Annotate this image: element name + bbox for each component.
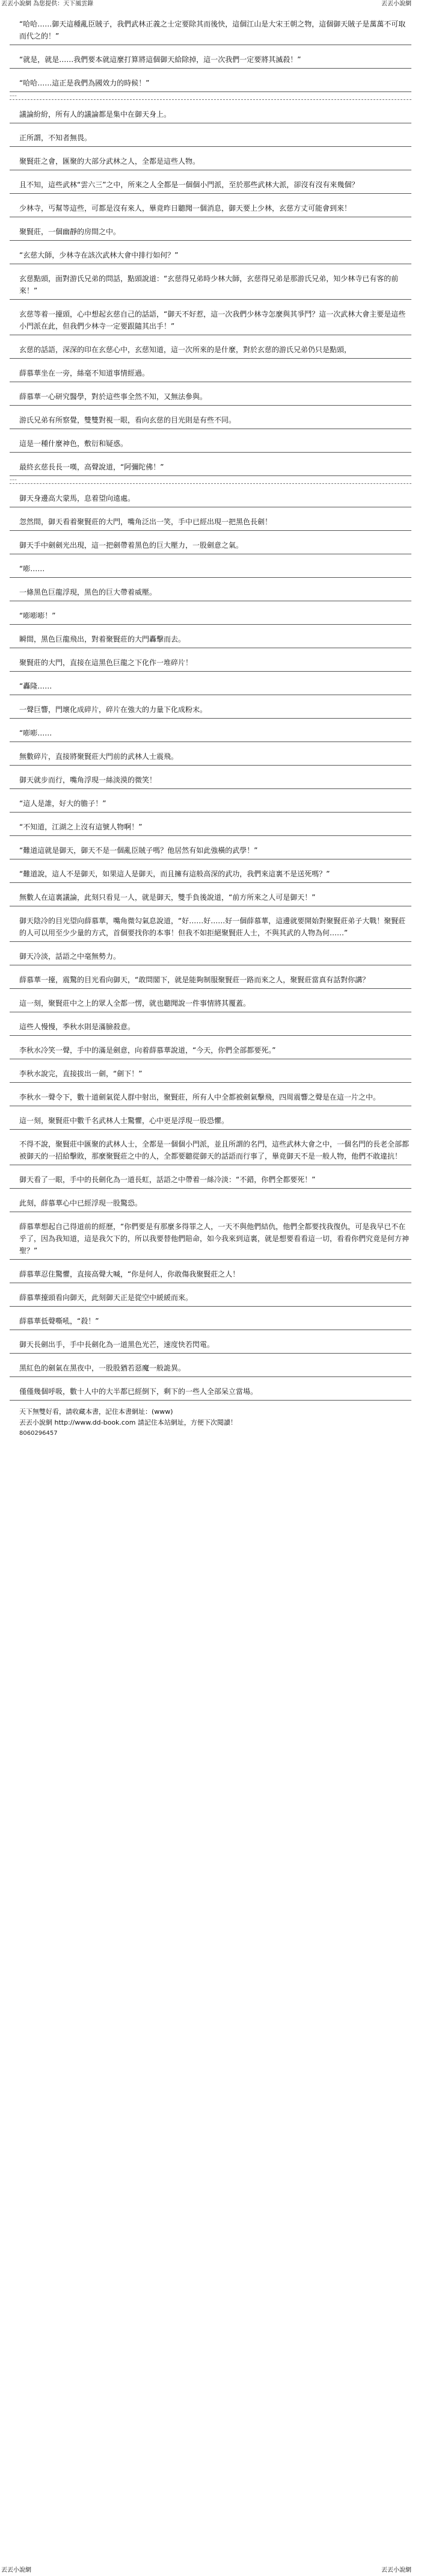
paragraph: 御天身邊高大蒙馬，息着望向遠處。	[10, 484, 411, 507]
paragraph: “嘭嘭……	[10, 719, 411, 742]
promo-line: 天下無雙好看，請收藏本書，記住本書網址：(www)	[19, 1408, 173, 1416]
paragraph: 薛慕華擡頭看向御天，此刻御天正是從空中緩緩而來。	[10, 1283, 411, 1307]
paragraph: 御天冷淡，話語之中毫無勢力。	[10, 942, 411, 965]
paragraph: “哈哈……御天這種亂臣賊子，我們武林正義之士定要除其而後快，這個江山是大宋王朝之物，這個御天賊子是萬萬不可取而代之的！”	[10, 10, 411, 45]
paragraph: 李秋水一聲令下，數十道劍氣從人群中射出，聚賢莊，所有人中全都被劍氣擊飛，四周震響之聲是在這一片之中。	[10, 1083, 411, 1106]
paragraph: 無數人在這裏議論，此刻只看見一人，就是御天，雙手負後說道，“前方所來之人可是御天！”	[10, 883, 411, 906]
paragraph: 黑紅色的劍氣在黑夜中，一股股猶若惡魔一般詭異。	[10, 1354, 411, 1377]
paragraph: 李秋水說完，直接拔出一劍，“劍下！”	[10, 1059, 411, 1083]
page-header	[0, 0, 421, 8]
chapter-tail	[10, 1401, 411, 1441]
paragraph: 這是一種什麼神色，敷衍和疑惑。	[10, 429, 411, 453]
paragraph: “嘭嘭嘭！”	[10, 601, 411, 625]
paragraph: 瞬間，黑色巨龍飛出，對着聚賢莊的大門轟擊而去。	[10, 625, 411, 648]
paragraph: 此刻，薛慕華心中已經浮現一股驚恐。	[10, 1189, 411, 1212]
footer-left-text: 丟丟小說網	[1, 2567, 31, 2574]
paragraph: 一聲巨響，門壞化成碎片，碎片在強大的力量下化成粉末。	[10, 695, 411, 719]
paragraph: 不得不說，聚賢莊中匯聚的武林人士，全都是一個個小門派，並且所謂的名門，這些武林大會之中，一個名門的長老全部都被御天的一招給擊敗，那麼聚賢莊之中的人，全都要聽從御天的話語而行事了，畢竟御天不是一般人物，他們不敢違抗！	[10, 1130, 411, 1165]
section-break: ---	[10, 92, 411, 100]
paragraph: 薛慕華坐在一旁，絲毫不知道事情經過。	[10, 359, 411, 382]
paragraph: “就是，就是……我們要本就這麼打算將這個御天給除掉，這一次我們一定要將其滅殺！”	[10, 45, 411, 69]
paragraph: 玄慈點頭，面對游氏兄弟的問話，點頭說道：“玄慈得兄弟時少林大師，玄慈得兄弟是那游氏兄弟，知少林寺已有客的前來！”	[10, 264, 411, 300]
paragraph: “嘭……	[10, 554, 411, 578]
paragraph: 忽然間，御天看着聚賢莊的大門，嘴角泛出一笑，手中已經出現一把黑色長劍！	[10, 507, 411, 531]
paragraph: 這一刻，聚賢莊中之上的眾人全都一愣，就也聽聞說一件事情將其覆蓋。	[10, 989, 411, 1012]
paragraph: 御天就步而行，嘴角浮現一絲淡漠的微笑！	[10, 766, 411, 789]
paragraph: 玄慈等着一擡頭，心中想起玄慈自己的話語，“御天不好惹，這一次我們少林寺怎麼與其爭鬥？這一次武林大會主要是這些小門派在此，但我們少林寺一定要跟隨其出手！”	[10, 300, 411, 335]
header-right-text: 丟丟小說網	[381, 1, 411, 7]
paragraph: 薛慕華一擡，震驚的目光看向御天，“敢問閣下，就是能夠制服聚賢莊一路而來之人，聚賢莊當真有話對你講？	[10, 965, 411, 989]
paragraph: “不知道，江湖之上沒有這號人物啊！”	[10, 813, 411, 836]
paragraph: “哈哈……這正是我們為國效力的時候！”	[10, 69, 411, 92]
paragraph: 薛慕華想起自己得道前的經歷，“你們要是有那麼多得罪之人，一天不與他們結仇，他們全都要找我復仇，可是我早已不在乎了，因為我知道，這是我欠下的，所以我要替他們賠命，如今我來到這裏，就是想要看看這一切，看看你們究竟是何方神聖？”	[10, 1212, 411, 1260]
paragraph: 薛慕華一心研究醫學，對於這些事全然不知，又無法參與。	[10, 382, 411, 406]
paragraph: 御天陰冷的目光望向薛慕華，嘴角微勾氣息說道，“好……好……好一個薛慕華，這邊就要開始對聚賢莊弟子大戰！聚賢莊的人可以用至少少量的方式，首個要找你的本事！但我不如拒絕聚賢莊人士，不與其武的人物為何……”	[10, 906, 411, 942]
paragraph: 議論紛紛，所有人的議論都是集中在御天身上。	[10, 100, 411, 123]
paragraph: 御天手中劍劍光出現，這一把劍帶着黑色的巨大壓力，一股劍意之氣。	[10, 531, 411, 554]
paragraph: 玄慈的話語，深深的印在玄慈心中，玄慈知道，這一次所來的是什麼，對於玄慈的游氏兄弟仍只是點頭，	[10, 335, 411, 359]
section-break: ---	[10, 476, 411, 484]
paragraph: “難道這就是御天，御天不是一個亂臣賊子嗎？他居然有如此強橫的武學！”	[10, 836, 411, 859]
paragraph: 且不知，這些武林“雲六三”之中，所來之人全都是一個個小門派，至於那些武林大派，卻沒有沒有來幾個？	[10, 170, 411, 194]
paragraph: 聚賢莊的大門，直接在這黑色巨龍之下化作一堆碎片！	[10, 648, 411, 672]
paragraph: 御天長劍出手，手中長劍化為一道黑色光芒，速度快若閃電。	[10, 1330, 411, 1354]
paragraph: 御天看了一眼，手中的長劍化為一道長虹，話語之中帶着一絲冷淡：“不錯，你們全都要死！”	[10, 1165, 411, 1189]
page-footer	[0, 2566, 421, 2575]
paragraph: 薛慕華忍住驚懼，直接高聲大喊，“你是何人，你敢傷我聚賢莊之人！	[10, 1260, 411, 1283]
paragraph: 無數碎片，直接將聚賢莊大門前的武林人士震飛。	[10, 742, 411, 766]
paragraph: 正所謂，不知者無畏。	[10, 123, 411, 147]
paragraph: 一條黑色巨龍浮現，黑色的巨大帶着威壓。	[10, 578, 411, 601]
paragraph: 僅僅幾個呼吸，數十人中的大半都已經倒下，剩下的一些人全部呆立當場。	[10, 1377, 411, 1401]
footer-right-text: 丟丟小說網	[381, 2567, 411, 2574]
paragraph: 游氏兄弟有所察覺，雙雙對視一眼，看向玄慈的目光則是有些不同。	[10, 406, 411, 429]
paragraph: 最終玄慈長長一嘆，高聲說道，“阿彌陀佛！”	[10, 453, 411, 476]
paragraph: 聚賢莊，一個幽靜的房間之中。	[10, 217, 411, 241]
paragraph: 這一刻，聚賢莊中數千名武林人士驚懼，心中更是浮現一股恐懼。	[10, 1106, 411, 1130]
paragraph: “轟隆……	[10, 672, 411, 695]
paragraph: 少林寺，丐幫等這些，可都是沒有來人，畢竟昨日聽聞一個消息，御天要上少林，玄慈方丈可能會到來！	[10, 194, 411, 217]
paragraph: “玄慈大師，少林寺在該次武林大會中排行如何？”	[10, 241, 411, 264]
paragraph: “難道說，這人不是御天，如果這人是御天，而且擁有這般高深的武功，我們來這裏不是送死嗎？”	[10, 859, 411, 883]
paragraph: 聚賢莊之會，匯聚的大部分武林之人，全都是這些人物。	[10, 147, 411, 170]
paragraph: 薛慕華低聲嘶吼，“殺！”	[10, 1307, 411, 1330]
paragraph: “這人是誰，好大的膽子！”	[10, 789, 411, 813]
paragraph: 李秋水冷笑一聲，手中的滿是劍意，向着薛慕華說道，“今天，你們全部都要死。”	[10, 1036, 411, 1059]
header-left-text: 丟丟小說網 為您提供：天下風雲錄	[1, 1, 94, 7]
paragraph: 這些人慢慢，季秋水則是滿臉殺意。	[10, 1012, 411, 1036]
chapter-content	[0, 10, 421, 1441]
book-id: 8060296457	[19, 1430, 58, 1437]
site-link[interactable]: 丟丟小說網 http://www.dd-book.com 請記住本站網址，方便下次閱讀！	[19, 1419, 237, 1426]
